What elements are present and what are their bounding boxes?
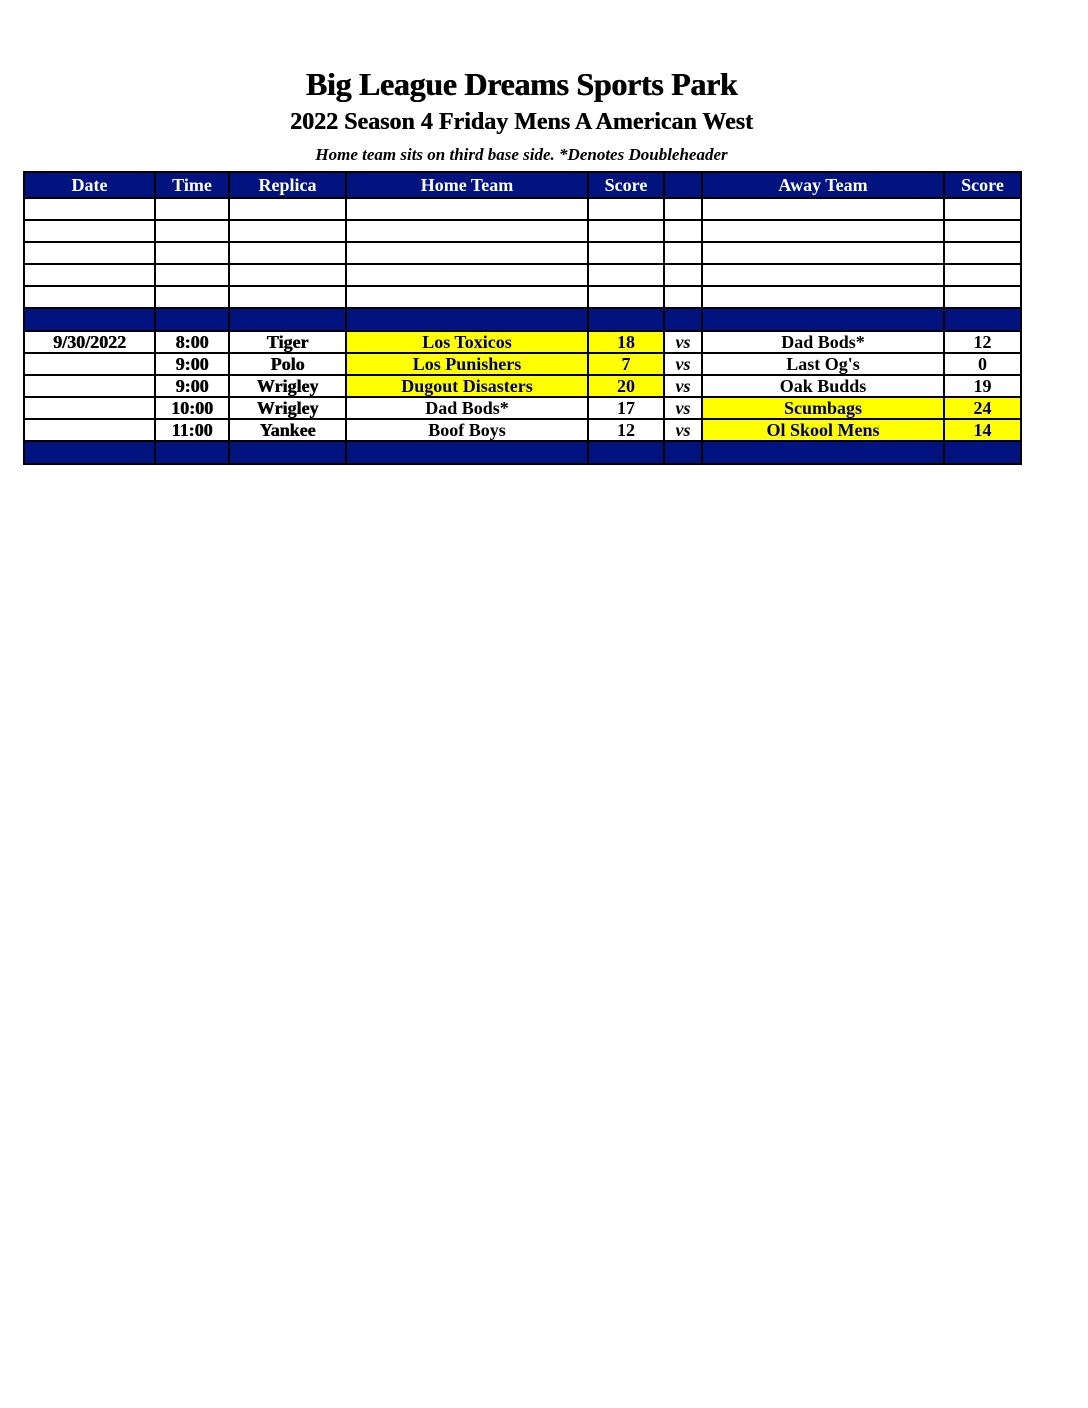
game-row	[24, 397, 1021, 419]
home-score: 12	[588, 419, 664, 441]
game-replica: Yankee	[229, 419, 346, 441]
game-date	[24, 375, 155, 397]
game-row	[24, 419, 1021, 441]
away-team: Scumbags	[702, 397, 944, 419]
game-time: 8:00	[155, 331, 229, 353]
col-replica-header: Replica	[229, 172, 346, 198]
away-score: 14	[944, 419, 1021, 441]
col-away-score-header: Score	[944, 172, 1021, 198]
home-team: Dad Bods*	[346, 397, 588, 419]
game-row	[24, 353, 1021, 375]
game-time: 10:00	[155, 397, 229, 419]
col-home-team-header: Home Team	[346, 172, 588, 198]
away-team: Oak Budds	[702, 375, 944, 397]
game-time: 9:00	[155, 375, 229, 397]
away-score: 12	[944, 331, 1021, 353]
game-time: 9:00	[155, 353, 229, 375]
blank-row	[24, 198, 1021, 220]
home-team: Los Toxicos	[346, 331, 588, 353]
col-away-team-header: Away Team	[702, 172, 944, 198]
blank-row	[24, 242, 1021, 264]
col-home-score-header: Score	[588, 172, 664, 198]
game-replica: Tiger	[229, 331, 346, 353]
page-title: Big League Dreams Sports Park	[305, 66, 738, 102]
game-replica: Wrigley	[229, 375, 346, 397]
vs-label: vs	[664, 397, 702, 419]
header-row	[24, 172, 1021, 198]
home-team: Los Punishers	[346, 353, 588, 375]
away-score: 24	[944, 397, 1021, 419]
game-row	[24, 331, 1021, 353]
away-team: Dad Bods*	[702, 331, 944, 353]
vs-label: vs	[664, 331, 702, 353]
home-team: Dugout Disasters	[346, 375, 588, 397]
separator-band	[24, 441, 1021, 464]
home-score: 7	[588, 353, 664, 375]
away-score: 19	[944, 375, 1021, 397]
schedule-table	[23, 171, 1022, 465]
page-note: Home team sits on third base side. *Denotes Doubleheader	[315, 145, 728, 164]
game-date	[24, 419, 155, 441]
vs-label: vs	[664, 419, 702, 441]
blank-row	[24, 264, 1021, 286]
game-date: 9/30/2022	[24, 331, 155, 353]
game-date	[24, 353, 155, 375]
away-team: Last Og's	[702, 353, 944, 375]
vs-label: vs	[664, 375, 702, 397]
game-time: 11:00	[155, 419, 229, 441]
home-team: Boof Boys	[346, 419, 588, 441]
col-time-header: Time	[155, 172, 229, 198]
blank-row	[24, 286, 1021, 308]
game-date	[24, 397, 155, 419]
game-row	[24, 375, 1021, 397]
home-score: 18	[588, 331, 664, 353]
blank-row	[24, 220, 1021, 242]
col-vs-header	[664, 172, 702, 198]
col-date-header: Date	[24, 172, 155, 198]
page-subtitle: 2022 Season 4 Friday Mens A American West	[290, 109, 753, 135]
home-score: 17	[588, 397, 664, 419]
away-team: Ol Skool Mens	[702, 419, 944, 441]
game-replica: Polo	[229, 353, 346, 375]
vs-label: vs	[664, 353, 702, 375]
home-score: 20	[588, 375, 664, 397]
separator-band	[24, 308, 1021, 331]
game-replica: Wrigley	[229, 397, 346, 419]
away-score: 0	[944, 353, 1021, 375]
